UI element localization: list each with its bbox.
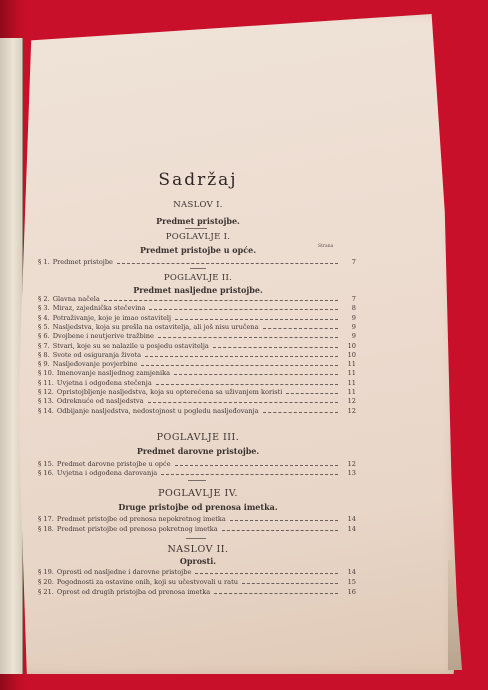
page-number: 7 (351, 295, 356, 303)
toc-entry (38, 258, 356, 266)
entry-title: Imenovanje nasljednog zamjenika (56, 369, 171, 378)
naslov-2-heading: NASLOV II. (167, 544, 229, 555)
page-number: 10 (347, 350, 356, 359)
section-number: § 15. (38, 460, 54, 468)
page-number: 9 (351, 313, 356, 322)
toc-entry (38, 388, 356, 396)
page-number: 13 (347, 469, 356, 477)
section-number: § 2. (38, 295, 50, 303)
page-number: 16 (347, 588, 356, 596)
entry-title: Oprost od drugih pristojba od prenosa imetka (56, 588, 211, 596)
poglavlje-3-subtitle: Predmet darovne pristojbe. (136, 446, 260, 456)
entry-title: Oprosti od nasljedne i darovne pristojbe (56, 568, 192, 576)
page-number: 9 (351, 322, 356, 331)
page-title: Sadržaj (158, 170, 238, 190)
section-number: § 5. (38, 322, 50, 331)
page-number: 12 (347, 406, 356, 415)
leader-dots (263, 412, 338, 413)
section-number: § 7. (38, 341, 50, 350)
poglavlje-4-heading: POGLAVLJE IV. (158, 488, 238, 499)
entry-title: Potraživanje, koje je imao ostavitelj (52, 313, 172, 322)
toc-entry (38, 295, 356, 303)
page-number: 14 (347, 524, 356, 533)
section-number: § 16. (38, 469, 54, 477)
entry-title: Svote od osiguranja života (52, 350, 142, 359)
section-number: § 18. (38, 524, 54, 533)
toc-entry (38, 332, 356, 340)
leader-dots (286, 393, 338, 394)
toc-entry (38, 397, 356, 405)
section-number: § 1. (38, 258, 50, 266)
page-number: 12 (347, 460, 356, 468)
poglavlje-1-heading: POGLAVLJE I. (165, 232, 231, 242)
poglavlje-4-subtitle: Druge pristojbe od prenosa imetka. (118, 502, 278, 512)
section-number: § 20. (38, 578, 54, 586)
leader-dots (104, 300, 338, 301)
section-number: § 14. (38, 406, 54, 415)
toc-entry (38, 342, 356, 350)
section-number: § 3. (38, 304, 50, 313)
entry-title: Uvjetna i odgođena darovanja (56, 469, 158, 477)
page-number: 11 (347, 378, 356, 387)
toc-entry (38, 460, 356, 468)
entry-title: Nasljedstva, koja su prešla na ostavitelja, ali još nisu uručena (52, 322, 259, 331)
page-number: 14 (347, 568, 356, 576)
entry-title: Miraz, zajednička stečevina (52, 304, 146, 313)
toc-entry (38, 369, 356, 377)
toc-entry (38, 351, 356, 359)
toc-entry (38, 578, 356, 586)
divider (186, 538, 206, 539)
leader-dots (175, 465, 338, 466)
entry-title: Stvari, koje su se nalazile u posjedu ostavitelja (52, 341, 209, 350)
naslov-1-subtitle: Predmet pristojbe. (156, 216, 240, 226)
leader-dots (242, 583, 338, 584)
page-column-label: Strana (318, 244, 334, 249)
leader-dots (222, 530, 338, 531)
toc-entry (38, 588, 356, 596)
toc-entry (38, 323, 356, 331)
leader-dots (195, 573, 338, 574)
section-number: § 11. (38, 378, 54, 387)
divider (188, 480, 206, 481)
toc-entry (38, 360, 356, 368)
leader-dots (175, 319, 338, 320)
leader-dots (213, 347, 338, 348)
toc-entry (38, 568, 356, 576)
divider (190, 268, 206, 269)
toc-entry (38, 525, 356, 533)
page-number: 14 (347, 515, 356, 523)
page-number: 11 (347, 369, 356, 378)
leader-dots (148, 402, 338, 403)
entry-title: Glavna načela (52, 295, 100, 303)
section-number: § 13. (38, 397, 54, 406)
entry-title: Odbijanje nasljedstva, nedostojnost u pogledu nasljeđovanja (56, 406, 259, 415)
section-number: § 17. (38, 515, 54, 523)
page-number: 12 (347, 397, 356, 406)
entry-title: Predmet darovne pristojbe u opće (56, 460, 171, 468)
toc-entry (38, 379, 356, 387)
toc-entry (38, 304, 356, 312)
poglavlje-1-subtitle: Predmet pristojbe u opće. (140, 245, 256, 255)
section-number: § 10. (38, 369, 54, 378)
toc-entry (38, 407, 356, 415)
entry-title: Pogodnosti za ostavine onih, koji su učestvovali u ratu (56, 578, 238, 586)
naslov-2-subtitle: Oprosti. (179, 556, 217, 566)
toc-entry (38, 314, 356, 322)
poglavlje-3-heading: POGLAVLJE III. (156, 432, 240, 443)
section-number: § 21. (38, 588, 54, 596)
page-number: 8 (351, 304, 356, 313)
page-number: 15 (347, 578, 356, 586)
section-number: § 6. (38, 332, 50, 341)
page-number: 10 (347, 341, 356, 350)
page-number: 7 (351, 258, 356, 266)
naslov-1-heading: NASLOV I. (173, 200, 223, 210)
leader-dots (156, 384, 338, 385)
entry-title: Opristojbljenje nasljedstva, koja su opterećena sa uživanjem koristi (56, 388, 283, 396)
toc-entry (38, 469, 356, 477)
leader-dots (214, 593, 338, 594)
section-number: § 9. (38, 360, 50, 369)
section-number: § 12. (38, 388, 54, 396)
leader-dots (263, 328, 338, 329)
section-number: § 4. (38, 313, 50, 322)
entry-title: Predmet pristojbe (52, 258, 113, 266)
entry-title: Dvojbene i neutjerive tražbine (52, 332, 154, 341)
page-number: 11 (347, 388, 356, 396)
entry-title: Odreknuće od nasljedstva (56, 397, 144, 406)
divider (185, 228, 207, 229)
leader-dots (161, 474, 338, 475)
leader-dots (145, 356, 338, 357)
leader-dots (174, 374, 338, 375)
page-number: 9 (351, 332, 356, 341)
entry-title: Predmet pristojbe od prenosa nepokretnog imetka (56, 515, 226, 523)
entry-title: Nasljeđovanje povjerbine (52, 360, 138, 369)
entry-title: Predmet pristojbe od prenosa pokretnog imetka (56, 524, 218, 533)
entry-title: Uvjetna i odgođena stečenja (56, 378, 152, 387)
leader-dots (117, 263, 338, 264)
leader-dots (149, 309, 338, 310)
leader-dots (230, 520, 338, 521)
poglavlje-2-heading: POGLAVLJE II. (163, 273, 233, 283)
leader-dots (141, 365, 338, 366)
toc-entry (38, 515, 356, 523)
leader-dots (158, 337, 338, 338)
page-number: 11 (347, 360, 356, 369)
section-number: § 19. (38, 568, 54, 576)
poglavlje-2-subtitle: Predmet nasljedne pristojbe. (133, 285, 263, 295)
section-number: § 8. (38, 350, 50, 359)
